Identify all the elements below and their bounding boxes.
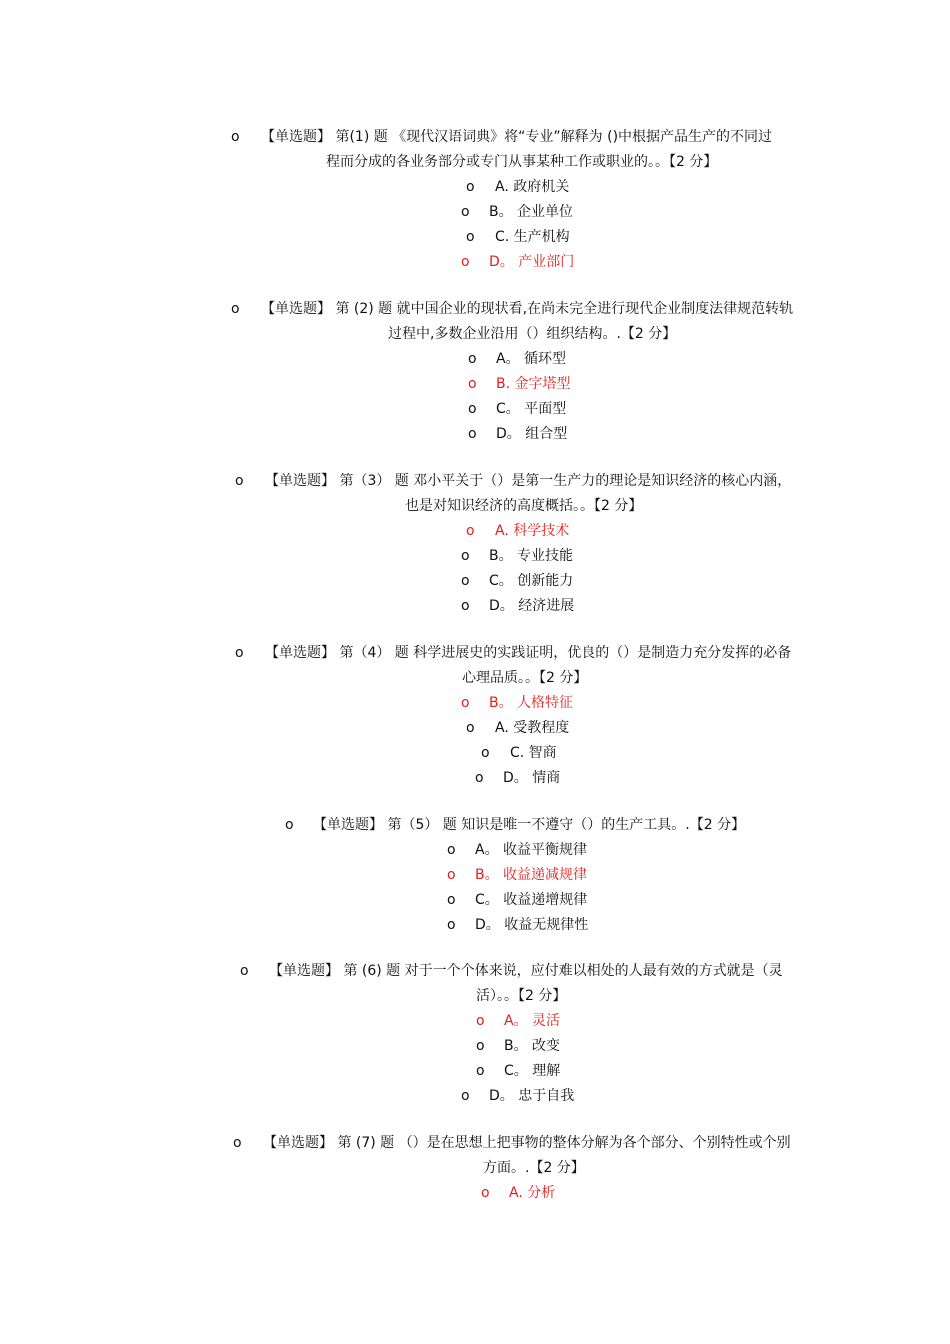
question-bullet: o — [231, 129, 240, 145]
option-bullet: o — [476, 1038, 485, 1054]
option-a-correct: A. 科学技术 — [495, 523, 570, 539]
option-c: C. 智商 — [510, 745, 557, 761]
option-bullet-correct: o — [461, 254, 470, 270]
option-b-correct: B. 金字塔型 — [496, 376, 571, 392]
option-bullet: o — [447, 842, 456, 858]
option-bullet-correct: o — [481, 1185, 490, 1201]
question-text-cont: 过程中,多数企业沿用（）组织结构。.【2 分】 — [388, 326, 677, 342]
question-text: 【单选题】 第（4） 题 科学进展史的实践证明，优良的（）是制造力充分发挥的必备 — [265, 645, 792, 661]
option-d: D。 经济进展 — [489, 598, 575, 614]
option-a: A. 受教程度 — [495, 720, 570, 736]
option-d: D。 情商 — [503, 770, 561, 786]
option-bullet: o — [468, 351, 477, 367]
option-bullet-correct: o — [466, 523, 475, 539]
option-a-correct: A. 分析 — [509, 1185, 556, 1201]
option-bullet: o — [447, 892, 456, 908]
option-bullet: o — [468, 426, 477, 442]
option-b-correct: B。 人格特征 — [489, 695, 574, 711]
question-bullet: o — [233, 1135, 242, 1151]
option-bullet: o — [468, 401, 477, 417]
question-bullet: o — [235, 645, 244, 661]
option-bullet: o — [461, 204, 470, 220]
question-bullet: o — [285, 817, 294, 833]
option-c: C。 收益递增规律 — [475, 892, 588, 908]
option-b-correct: B。 收益递减规律 — [475, 867, 588, 883]
option-bullet: o — [466, 720, 475, 736]
option-b: B。 改变 — [504, 1038, 561, 1054]
option-a: A. 政府机关 — [495, 179, 570, 195]
question-text-cont: 心理品质。。【2 分】 — [462, 670, 588, 686]
option-a: A。 收益平衡规律 — [475, 842, 588, 858]
option-a-correct: A。 灵活 — [504, 1013, 561, 1029]
question-text: 【单选题】 第 (7) 题 （）是在思想上把事物的整体分解为各个部分、个别特性或个别 — [263, 1135, 791, 1151]
option-c: C。 理解 — [504, 1063, 561, 1079]
option-d: D。 忠于自我 — [489, 1088, 575, 1104]
question-text-cont: 程而分成的各业务部分或专门从事某种工作或职业的。。【2 分】 — [326, 154, 718, 170]
question-text-cont: 活）。。【2 分】 — [476, 988, 567, 1004]
option-bullet: o — [475, 770, 484, 786]
option-bullet: o — [466, 179, 475, 195]
question-bullet: o — [235, 473, 244, 489]
option-a: A。 循环型 — [496, 351, 567, 367]
question-text: 【单选题】 第 (2) 题 就中国企业的现状看,在尚未完全进行现代企业制度法律规范转轨 — [261, 301, 794, 317]
option-bullet: o — [461, 548, 470, 564]
question-bullet: o — [240, 963, 249, 979]
option-bullet: o — [466, 229, 475, 245]
option-c: C。 平面型 — [496, 401, 567, 417]
option-bullet: o — [481, 745, 490, 761]
option-bullet-correct: o — [468, 376, 477, 392]
question-text-cont: 也是对知识经济的高度概括。。【2 分】 — [405, 498, 643, 514]
option-d-correct: D。 产业部门 — [489, 254, 575, 270]
option-bullet-correct: o — [461, 695, 470, 711]
option-bullet: o — [476, 1063, 485, 1079]
option-c: C。 创新能力 — [489, 573, 574, 589]
option-bullet-correct: o — [476, 1013, 485, 1029]
question-bullet: o — [231, 301, 240, 317]
option-bullet: o — [461, 573, 470, 589]
question-text: 【单选题】 第(1) 题 《现代汉语词典》将“专业”解释为 ()中根据产品生产的不同过 — [261, 129, 773, 145]
question-text-cont: 方面。.【2 分】 — [483, 1160, 585, 1176]
option-d: D。 收益无规律性 — [475, 917, 589, 933]
question-text: 【单选题】 第 (6) 题 对于一个个体来说，应付难以相处的人最有效的方式就是（灵 — [269, 963, 783, 979]
option-c: C. 生产机构 — [495, 229, 570, 245]
option-bullet: o — [447, 917, 456, 933]
option-b: B。 专业技能 — [489, 548, 574, 564]
question-text: 【单选题】 第（5） 题 知识是唯一不遵守（）的生产工具。.【2 分】 — [313, 817, 746, 833]
option-bullet: o — [461, 1088, 470, 1104]
option-bullet: o — [461, 598, 470, 614]
option-d: D。 组合型 — [496, 426, 568, 442]
option-b: B。 企业单位 — [489, 204, 574, 220]
option-bullet-correct: o — [447, 867, 456, 883]
question-text: 【单选题】 第（3） 题 邓小平关于（）是第一生产力的理论是知识经济的核心内涵， — [265, 473, 792, 489]
